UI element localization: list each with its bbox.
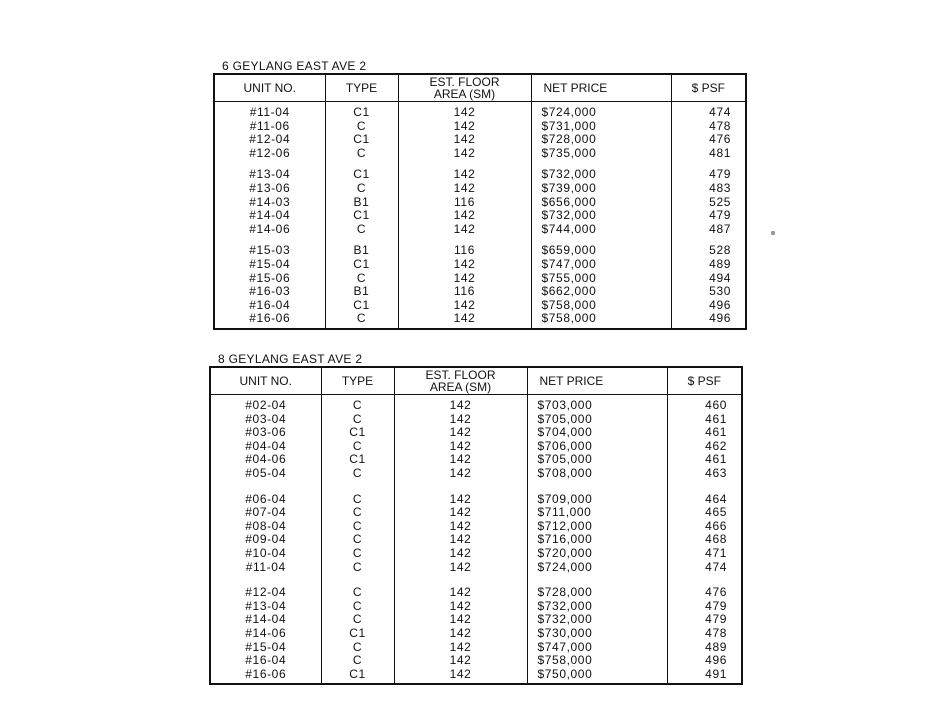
scan-speck (771, 231, 775, 235)
cell-type: C (356, 118, 367, 133)
cell-type: C (352, 411, 363, 426)
cell-area: 142 (449, 653, 472, 668)
table-body-row (214, 102, 746, 329)
table-header-row (214, 74, 746, 102)
cell-area: 142 (453, 221, 476, 236)
cell-price: $720,000 (537, 545, 593, 560)
cell-unit: #14-04 (249, 208, 291, 223)
header-unit-no: UNIT NO. (214, 74, 325, 102)
cell-area: 142 (453, 256, 476, 271)
column-unit-no (210, 395, 321, 685)
cell-price: $732,000 (541, 167, 597, 182)
header-floor-area-line2: AREA (SM) (429, 380, 492, 394)
cell-psf: 466 (705, 518, 727, 533)
cell-psf: 496 (705, 653, 727, 668)
cell-area: 142 (453, 118, 476, 133)
header-type: TYPE (325, 74, 398, 102)
cell-area: 142 (449, 639, 472, 654)
cell-psf: 461 (705, 425, 727, 440)
cell-area: 142 (449, 398, 472, 412)
table-title-6-geylang: 6 GEYLANG EAST AVE 2 (222, 59, 367, 73)
cell-unit: #14-06 (249, 221, 291, 236)
cell-unit: #11-04 (249, 105, 290, 119)
header-floor-area (394, 367, 527, 395)
cell-area: 116 (454, 194, 475, 209)
cell-unit: #11-06 (249, 118, 290, 133)
cell-price: $758,000 (541, 311, 597, 326)
cell-type: C1 (349, 625, 366, 640)
cell-type: C1 (353, 297, 370, 312)
cell-psf: 479 (705, 612, 727, 627)
cell-price: $724,000 (541, 105, 597, 119)
cell-area: 142 (453, 311, 476, 326)
cell-price: $750,000 (537, 666, 593, 681)
cell-psf: 478 (709, 118, 731, 133)
cell-unit: #05-04 (245, 465, 287, 480)
cell-price: $659,000 (541, 243, 597, 258)
table-body-row (210, 395, 742, 685)
cell-area: 142 (453, 167, 476, 182)
cell-type: B1 (353, 284, 370, 299)
cell-price: $662,000 (541, 284, 597, 299)
cell-area: 142 (449, 585, 472, 600)
cell-type: C (356, 145, 367, 160)
column-floor-area (394, 395, 527, 685)
cell-area: 142 (449, 505, 472, 520)
column-net-price (527, 395, 667, 685)
header-net-price: NET PRICE (527, 367, 667, 395)
cell-psf: 528 (709, 243, 731, 258)
cell-unit: #04-06 (245, 452, 287, 467)
cell-unit: #03-06 (245, 425, 287, 440)
cell-price: $712,000 (537, 518, 593, 533)
cell-price: $730,000 (537, 625, 593, 640)
cell-type: B1 (353, 243, 370, 258)
cell-price: $706,000 (537, 438, 593, 453)
cell-area: 142 (453, 208, 476, 223)
cell-price: $731,000 (541, 118, 597, 133)
cell-type: C (352, 532, 363, 547)
cell-type: C (352, 559, 363, 574)
cell-area: 142 (449, 465, 472, 480)
cell-unit: #12-04 (249, 132, 291, 147)
cell-psf: 489 (705, 639, 727, 654)
cell-type: C (352, 598, 363, 613)
cell-area: 142 (449, 411, 472, 426)
cell-psf: 496 (709, 297, 731, 312)
cell-type: C1 (353, 105, 370, 119)
cell-unit: #16-03 (249, 284, 291, 299)
header-type: TYPE (321, 367, 394, 395)
cell-psf: 479 (709, 167, 731, 182)
cell-area: 142 (449, 425, 472, 440)
cell-type: C (356, 311, 367, 326)
table-header-row (210, 367, 742, 395)
cell-price: $735,000 (541, 145, 597, 160)
cell-type: C (352, 438, 363, 453)
cell-area: 142 (449, 532, 472, 547)
cell-type: C1 (353, 256, 370, 271)
cell-type: C1 (353, 132, 370, 147)
header-floor-area (398, 74, 531, 102)
header-psf: $ PSF (667, 367, 742, 395)
cell-area: 142 (449, 559, 472, 574)
column-psf (667, 395, 742, 685)
cell-type: C (352, 653, 363, 668)
cell-price: $747,000 (541, 256, 597, 271)
cell-price: $732,000 (537, 612, 593, 627)
cell-psf: 476 (705, 585, 727, 600)
cell-price: $739,000 (541, 180, 597, 195)
cell-type: C (352, 505, 363, 520)
cell-psf: 476 (709, 132, 731, 147)
cell-type: C (356, 270, 367, 285)
cell-psf: 465 (705, 505, 727, 520)
cell-price: $708,000 (537, 465, 593, 480)
cell-price: $703,000 (537, 398, 593, 412)
cell-area: 142 (449, 612, 472, 627)
header-net-price: NET PRICE (531, 74, 671, 102)
cell-area: 142 (453, 270, 476, 285)
cell-psf: 483 (709, 180, 731, 195)
cell-psf: 474 (705, 559, 727, 574)
cell-price: $744,000 (541, 221, 597, 236)
cell-psf: 479 (709, 208, 731, 223)
cell-psf: 468 (705, 532, 727, 547)
cell-area: 142 (449, 598, 472, 613)
cell-type: C1 (353, 167, 370, 182)
cell-type: B1 (353, 194, 370, 209)
cell-psf: 530 (709, 284, 731, 299)
cell-type: C (352, 518, 363, 533)
column-net-price (531, 102, 671, 329)
cell-psf: 478 (705, 625, 727, 640)
cell-unit: #10-04 (245, 545, 287, 560)
cell-psf: 494 (709, 270, 731, 285)
cell-price: $705,000 (537, 411, 593, 426)
cell-unit: #15-04 (245, 639, 287, 654)
cell-unit: #03-04 (245, 411, 287, 426)
cell-unit: #12-04 (245, 585, 287, 600)
cell-area: 142 (449, 625, 472, 640)
cell-type: C (352, 585, 363, 600)
cell-unit: #09-04 (245, 532, 287, 547)
table-title-8-geylang: 8 GEYLANG EAST AVE 2 (218, 352, 363, 366)
cell-type: C (352, 398, 363, 412)
cell-price: $716,000 (537, 532, 593, 547)
price-table-8-geylang (209, 366, 743, 685)
cell-area: 142 (453, 297, 476, 312)
cell-price: $709,000 (537, 491, 593, 506)
cell-area: 142 (449, 491, 472, 506)
cell-type: C1 (353, 208, 370, 223)
cell-unit: #07-04 (245, 505, 287, 520)
cell-price: $728,000 (537, 585, 593, 600)
cell-type: C (352, 465, 363, 480)
cell-type: C (352, 545, 363, 560)
price-table-6-geylang (213, 73, 747, 330)
cell-psf: 460 (705, 398, 727, 412)
header-floor-area-line1: EST. FLOOR (425, 368, 496, 382)
cell-unit: #14-03 (249, 194, 291, 209)
cell-price: $656,000 (541, 194, 597, 209)
header-floor-area-line2: AREA (SM) (433, 87, 496, 101)
cell-type: C1 (349, 452, 366, 467)
cell-area: 142 (453, 105, 476, 119)
cell-psf: 487 (709, 221, 731, 236)
cell-unit: #15-04 (249, 256, 291, 271)
cell-unit: #15-03 (249, 243, 291, 258)
cell-area: 142 (449, 452, 472, 467)
cell-price: $758,000 (541, 297, 597, 312)
cell-type: C (352, 639, 363, 654)
cell-price: $758,000 (537, 653, 593, 668)
cell-price: $704,000 (537, 425, 593, 440)
cell-unit: #16-06 (245, 666, 287, 681)
cell-area: 142 (453, 132, 476, 147)
cell-price: $755,000 (541, 270, 597, 285)
column-unit-no (214, 102, 325, 329)
cell-unit: #04-04 (245, 438, 287, 453)
cell-unit: #16-06 (249, 311, 291, 326)
cell-area: 142 (453, 145, 476, 160)
cell-area: 116 (454, 284, 475, 299)
cell-unit: #02-04 (245, 398, 287, 412)
column-type (321, 395, 394, 685)
cell-area: 142 (449, 666, 472, 681)
cell-unit: #13-04 (245, 598, 287, 613)
cell-area: 116 (454, 243, 475, 258)
cell-type: C (356, 221, 367, 236)
cell-area: 142 (449, 545, 472, 560)
cell-unit: #13-06 (249, 180, 291, 195)
header-floor-area-line1: EST. FLOOR (429, 75, 500, 89)
cell-unit: #14-04 (245, 612, 287, 627)
cell-area: 142 (449, 518, 472, 533)
cell-price: $724,000 (537, 559, 593, 574)
cell-price: $747,000 (537, 639, 593, 654)
cell-type: C1 (349, 666, 366, 681)
column-type (325, 102, 398, 329)
header-psf: $ PSF (671, 74, 746, 102)
cell-psf: 481 (709, 145, 731, 160)
cell-type: C1 (349, 425, 366, 440)
cell-price: $732,000 (541, 208, 597, 223)
cell-psf: 479 (705, 598, 727, 613)
cell-unit: #12-06 (249, 145, 291, 160)
cell-unit: #16-04 (245, 653, 287, 668)
cell-unit: #06-04 (245, 491, 287, 506)
cell-price: $728,000 (541, 132, 597, 147)
cell-psf: 464 (705, 491, 727, 506)
column-psf (671, 102, 746, 329)
cell-unit: #11-04 (245, 559, 286, 574)
cell-psf: 461 (705, 411, 727, 426)
header-unit-no: UNIT NO. (210, 367, 321, 395)
cell-price: $705,000 (537, 452, 593, 467)
cell-psf: 461 (705, 452, 727, 467)
cell-unit: #08-04 (245, 518, 287, 533)
cell-psf: 496 (709, 311, 731, 326)
column-floor-area (398, 102, 531, 329)
cell-area: 142 (453, 180, 476, 195)
cell-unit: #16-04 (249, 297, 291, 312)
cell-psf: 489 (709, 256, 731, 271)
cell-area: 142 (449, 438, 472, 453)
cell-price: $711,000 (537, 505, 592, 520)
cell-psf: 491 (705, 666, 727, 681)
cell-price: $732,000 (537, 598, 593, 613)
cell-type: C (356, 180, 367, 195)
cell-psf: 471 (705, 545, 727, 560)
cell-unit: #15-06 (249, 270, 291, 285)
cell-type: C (352, 491, 363, 506)
cell-unit: #13-04 (249, 167, 291, 182)
cell-psf: 474 (709, 105, 731, 119)
cell-psf: 525 (709, 194, 731, 209)
cell-psf: 463 (705, 465, 727, 480)
cell-psf: 462 (705, 438, 727, 453)
cell-unit: #14-06 (245, 625, 287, 640)
cell-type: C (352, 612, 363, 627)
